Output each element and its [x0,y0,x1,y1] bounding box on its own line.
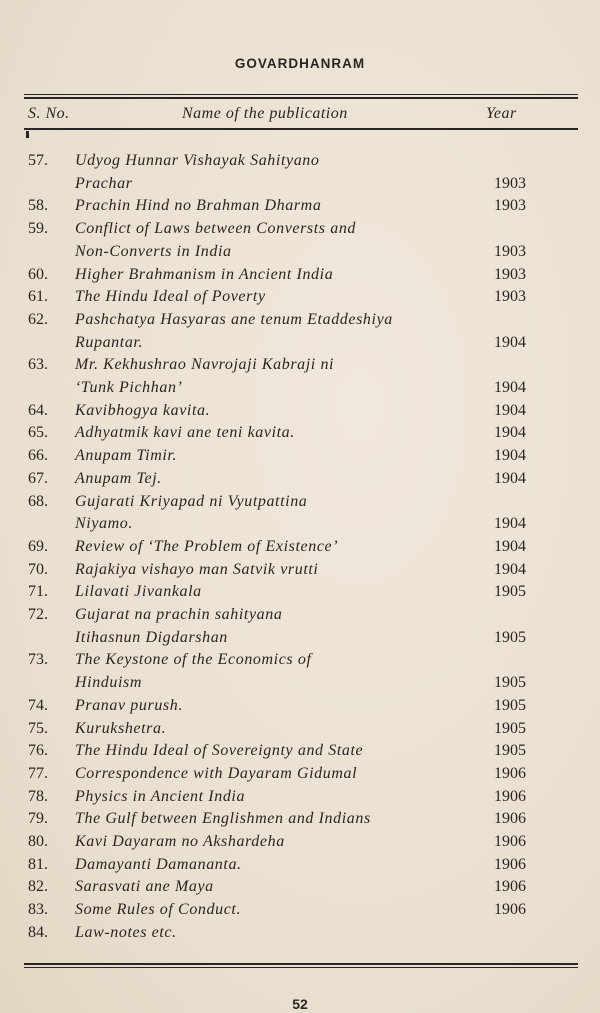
entry-number: 61. [28,288,48,306]
publication-year: 1904 [494,515,526,533]
entry-number: 59. [28,220,48,238]
entry-number: 58. [28,197,48,215]
publication-title: Anupam Tej. [75,469,162,487]
entry-number: 82. [28,878,48,896]
publication-year: 1905 [494,719,526,737]
publication-title: Prachar [75,174,133,192]
publication-year: 1904 [494,469,526,487]
entry-number: 70. [28,560,48,578]
page-number: 52 [292,996,308,1012]
entry-number: 73. [28,651,48,669]
publication-title: Lilavati Jivankala [75,583,202,601]
entry-number: 78. [28,787,48,805]
entry-number: 62. [28,310,48,328]
publication-year: 1904 [494,447,526,465]
publication-year: 1904 [494,537,526,555]
bottom-rule [24,967,578,968]
entry-number: 83. [28,901,48,919]
publication-title: Itihasnun Digdarshan [75,628,228,646]
entry-number: 81. [28,855,48,873]
publication-title: Niyamo. [75,515,133,533]
print-mark [26,131,29,138]
publication-title: The Hindu Ideal of Sovereignty and State [75,742,364,760]
publication-year: 1905 [494,628,526,646]
top-rule-thick [24,97,578,99]
publication-title: The Hindu Ideal of Poverty [75,288,266,306]
publication-year: 1906 [494,878,526,896]
entry-number: 68. [28,492,48,510]
running-head: GOVARDHANRAM [234,56,366,71]
entry-number: 64. [28,401,48,419]
publication-year: 1903 [494,265,526,283]
publication-year: 1906 [494,810,526,828]
publication-title: The Keystone of the Economics of [75,651,312,669]
column-header-year: Year [486,105,517,122]
publication-year: 1904 [494,333,526,351]
publication-title: Prachin Hind no Brahman Dharma [75,197,322,215]
publication-year: 1905 [494,583,526,601]
publication-year: 1906 [494,764,526,782]
publication-year: 1906 [494,787,526,805]
publication-year: 1903 [494,197,526,215]
publication-title: Hinduism [75,674,143,692]
entry-number: 75. [28,719,48,737]
publication-year: 1906 [494,901,526,919]
publication-title: Pranav purush. [75,696,183,714]
publication-title: Rupantar. [75,333,144,351]
entry-number: 79. [28,810,48,828]
entry-number: 57. [28,152,48,169]
entry-number: 72. [28,606,48,623]
publication-year: 1904 [494,560,526,578]
top-rule [24,94,578,95]
publication-title: Sarasvati ane Maya [75,878,214,896]
publication-title: Mr. Kekhushrao Navrojaji Kabraji ni [75,356,335,374]
header-rule [24,128,578,130]
publication-title: Gujarat na prachin sahityana [75,606,283,623]
publication-title: Kavi Dayaram no Akshardeha [75,833,285,850]
publication-year: 1905 [494,742,526,760]
entry-number: 66. [28,447,48,465]
publication-title: Some Rules of Conduct. [75,901,242,919]
publication-title: Higher Brahmanism in Ancient India [75,265,334,283]
publication-title: Damayanti Damananta. [75,855,242,873]
publication-year: 1905 [494,696,526,714]
publication-year [480,923,526,943]
publication-title: Udyog Hunnar Vishayak Sahityano [75,152,320,169]
publication-year: 1904 [494,379,526,396]
publication-year: 1906 [494,833,526,850]
bottom-rule-thick [24,963,578,965]
publication-title: The Gulf between Englishmen and Indians [75,810,371,828]
publication-title: Review of ‘The Problem of Existence’ [75,537,339,555]
publication-title: Adhyatmik kavi ane teni kavita. [75,424,295,442]
publication-title: Physics in Ancient India [75,787,246,805]
entry-number: 60. [28,265,48,283]
publication-year: 1905 [494,674,526,692]
entry-number: 67. [28,469,48,487]
entry-number: 71. [28,583,48,601]
publication-title: Gujarati Kriyapad ni Vyutpattina [75,492,308,510]
publication-title: Kurukshetra. [75,719,167,737]
publication-title: Kavibhogya kavita. [75,401,211,419]
entry-number: 69. [28,537,48,555]
publication-year: 1903 [494,242,526,260]
publication-title: Correspondence with Dayaram Gidumal [75,764,358,782]
publication-year: 1904 [494,401,526,419]
publication-title: Conflict of Laws between Conversts and [75,220,357,238]
column-header-sno: S. No. [28,105,70,122]
entry-number: 63. [28,356,48,374]
entry-number: 77. [28,764,48,782]
entry-number: 65. [28,424,48,442]
publication-title: Non-Converts in India [75,242,232,260]
publication-title: ‘Tunk Pichhan’ [75,379,183,396]
publication-year: 1904 [494,424,526,442]
column-header-name: Name of the publication [182,105,348,122]
publication-year: 1903 [494,288,526,306]
publication-title: Rajakiya vishayo man Satvik vrutti [75,560,319,578]
entry-number: 84. [28,923,48,941]
publication-title: Pashchatya Hasyaras ane tenum Etaddeshiya [75,310,393,328]
publication-title: Anupam Timir. [75,447,178,465]
entry-number: 80. [28,833,48,850]
publication-year: 1906 [494,855,526,873]
publication-title: Law-notes etc. [75,923,177,941]
entry-number: 74. [28,696,48,714]
entry-number: 76. [28,742,48,760]
publication-year: 1903 [494,174,526,192]
